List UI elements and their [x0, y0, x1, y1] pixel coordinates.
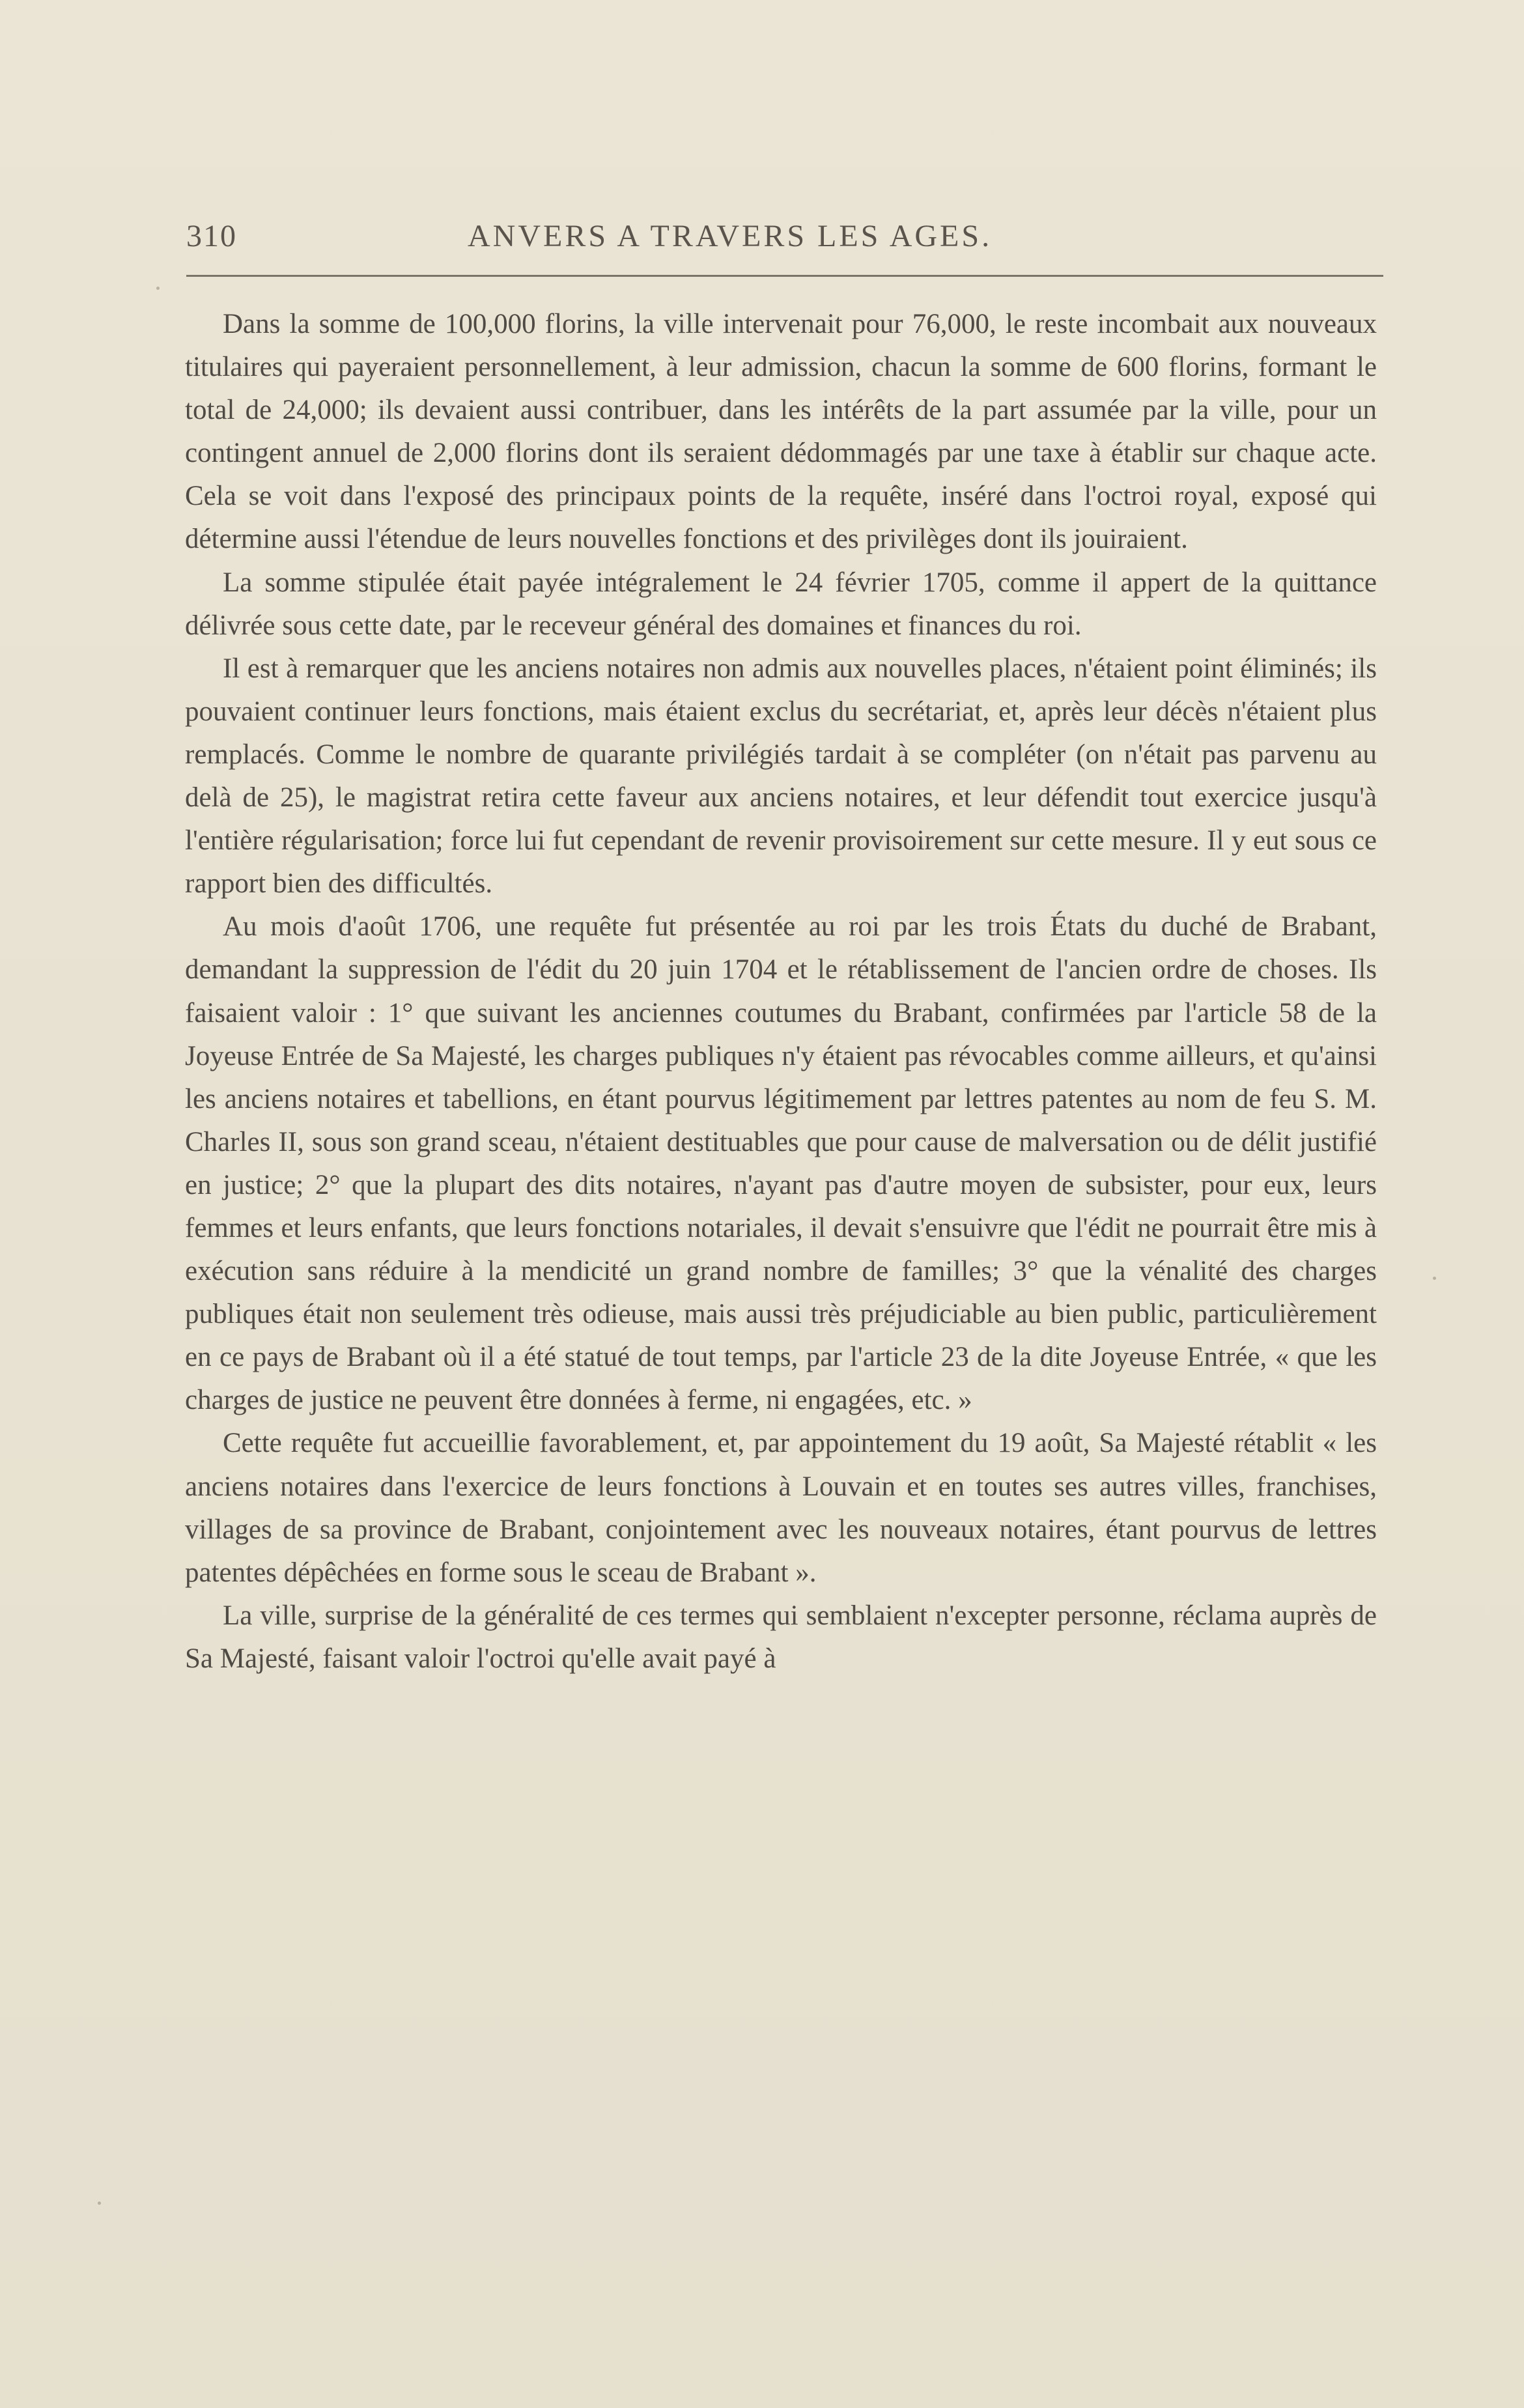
paper-speck [98, 2202, 101, 2205]
body-text [185, 303, 1377, 1680]
paragraph: Il est à remarquer que les anciens notaires non admis aux nouvelles places, n'étaient point éliminés; ils pouvaient continuer leurs fonctions, mais étaient exclus du secrétariat, et, après leur décès n'étaient plus remplacés. Comme le nombre de quarante privilégiés tardait à se compléter (on n'était pas parvenu au delà de 25), le magistrat retira cette faveur aux anciens notaires, et leur défendit tout exercice jusqu'à l'entière régularisation; force lui fut cependant de revenir provisoirement sur cette mesure. Il y eut sous ce rapport bien des difficultés. [185, 653, 1377, 899]
paper-speck [156, 287, 160, 290]
paragraph: La somme stipulée était payée intégralement le 24 février 1705, comme il appert de la quittance délivrée sous cette date, par le receveur général des domaines et finances du roi. [185, 567, 1377, 641]
running-head [186, 218, 1385, 264]
paragraph: Au mois d'août 1706, une requête fut présentée au roi par les trois États du duché de Brabant, demandant la suppression de l'édit du 20 juin 1704 et le rétablissement de l'ancien ordre de choses. Ils faisaient valoir : 1° que suivant les anciennes coutumes du Brabant, confirmées par l'article 58 de la Joyeuse Entrée de Sa Majesté, les charges publiques n'y étaient pas révocables comme ailleurs, et qu'ainsi les anciens notaires et tabellions, en étant pourvus légitimement par lettres patentes au nom de feu S. M. Charles II, sous son grand sceau, n'étaient destituables que pour cause de malversation ou de délit justifié en justice; 2° que la plupart des dits notaires, n'ayant pas d'autre moyen de subsister, pour eux, leurs femmes et leurs enfants, que leurs fonctions notariales, il devait s'ensuivre que l'édit ne pourrait être mis à exécution sans réduire à la mendicité un grand nombre de familles; 3° que la vénalité des charges publiques était non seulement très odieuse, mais aussi très préjudiciable au bien public, particulièrement en ce pays de Brabant où il a été statué de tout temps, par l'article 23 de la dite Joyeuse Entrée, « que les charges de justice ne peuvent être données à ferme, ni engagées, etc. » [185, 911, 1377, 1416]
paper-speck [1433, 1277, 1436, 1280]
header-rule [186, 275, 1383, 277]
paragraph: Cette requête fut accueillie favorablement, et, par appointement du 19 août, Sa Majesté rétablit « les anciens notaires dans l'exercice de leurs fonctions à Louvain et en toutes ses autres villes, franchises, villages de sa province de Brabant, conjointement avec les nouveaux notaires, étant pourvus de lettres patentes dépêchées en forme sous le sceau de Brabant ». [185, 1428, 1377, 1588]
page-number: 310 [186, 219, 237, 253]
paragraph: Dans la somme de 100,000 florins, la ville intervenait pour 76,000, le reste incombait aux nouveaux titulaires qui payeraient personnellement, à leur admission, chacun la somme de 600 florins, formant le total de 24,000; ils devaient aussi contribuer, dans les intérêts de la part assumée par la ville, pour un contingent annuel de 2,000 florins dont ils seraient dédommagés par une taxe à établir sur chaque acte. Cela se voit dans l'exposé des principaux points de la requête, inséré dans l'octroi royal, exposé qui détermine aussi l'étendue de leurs nouvelles fonctions et des privilèges dont ils jouiraient. [185, 309, 1377, 555]
running-title: ANVERS A TRAVERS LES AGES. [468, 219, 993, 253]
paragraph: La ville, surprise de la généralité de ces termes qui semblaient n'excepter personne, réclama auprès de Sa Majesté, faisant valoir l'octroi qu'elle avait payé à [185, 1600, 1377, 1674]
